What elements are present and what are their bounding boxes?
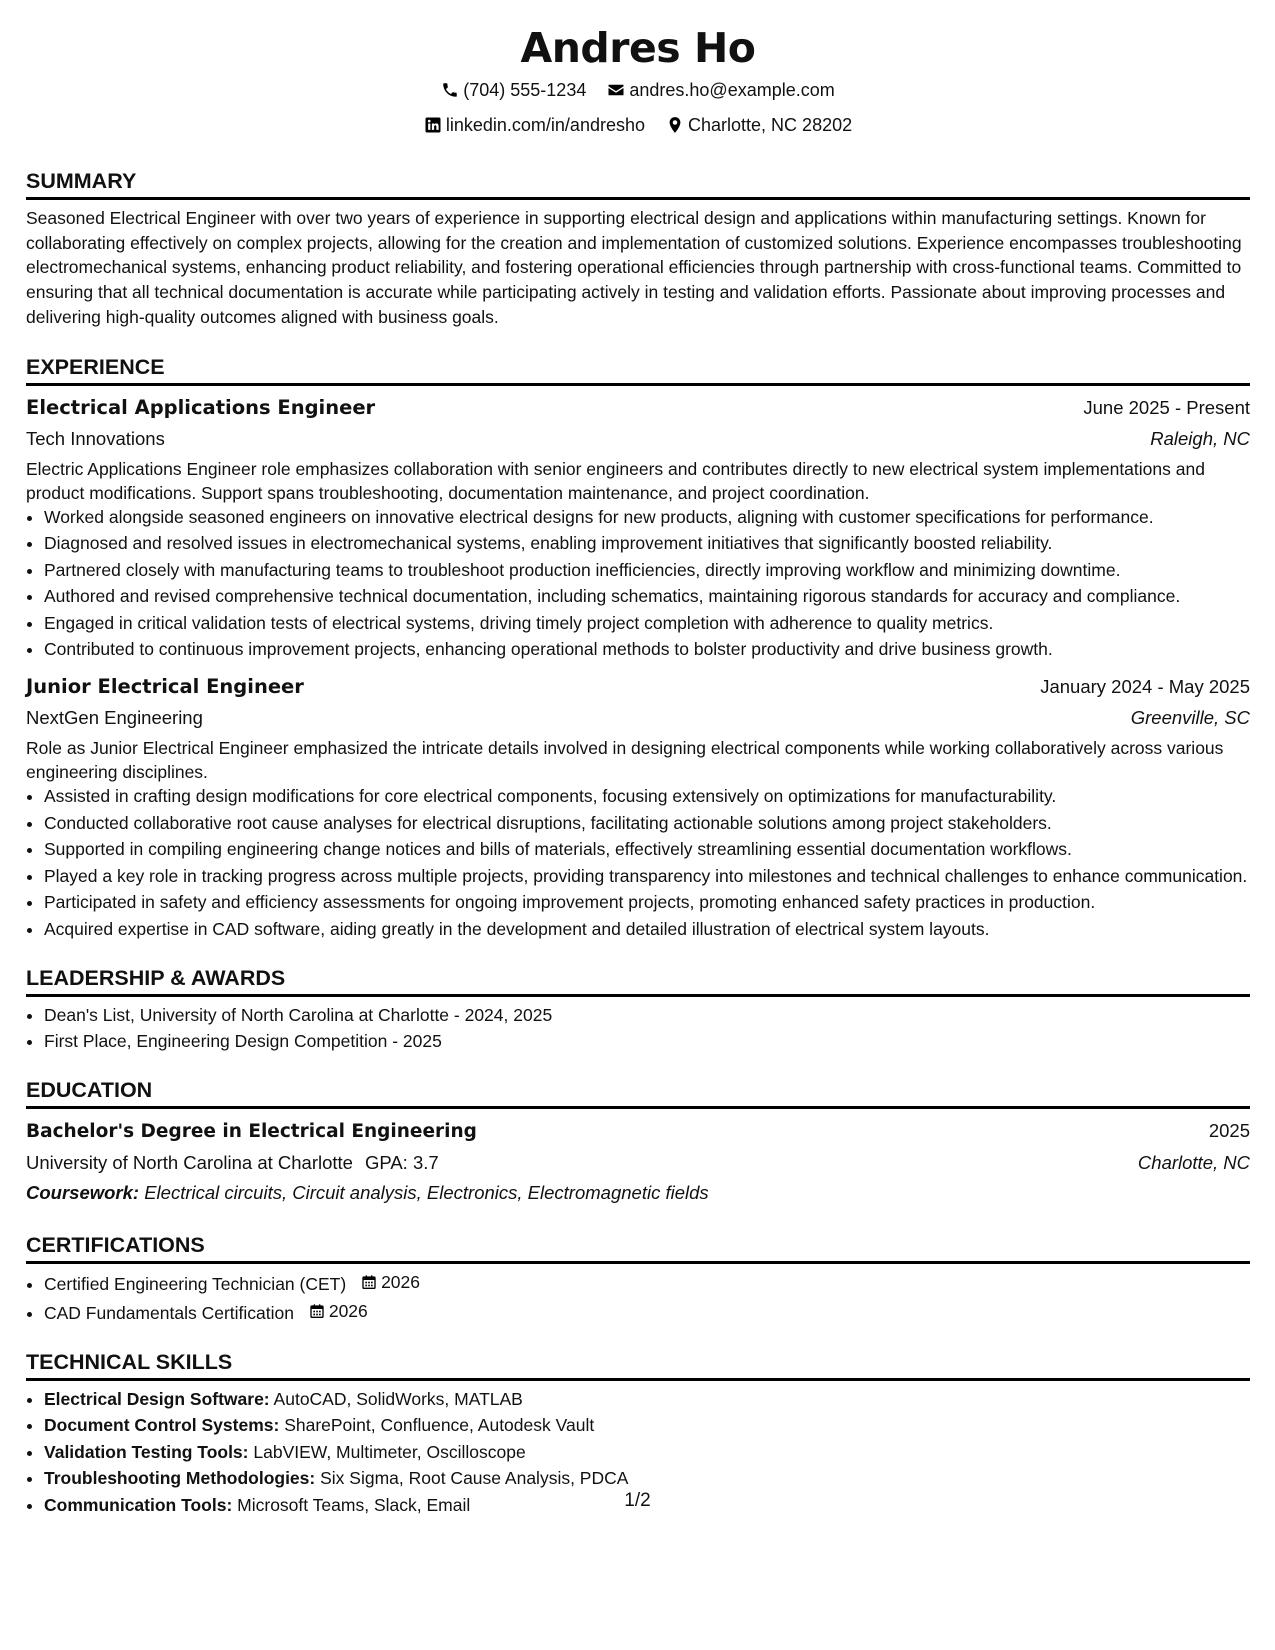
job-bullet: • Supported in compiling engineering change notices and bills of materials, effectively streamlining essential documentation workflows. bbox=[44, 837, 1250, 861]
certification-item bbox=[44, 1299, 1250, 1325]
skill-item bbox=[44, 1466, 1250, 1490]
skill-values: SharePoint, Confluence, Autodesk Vault bbox=[284, 1415, 595, 1436]
candidate-name: Andres Ho bbox=[520, 24, 756, 72]
school-info bbox=[26, 1148, 439, 1178]
summary-text: Seasoned Electrical Engineer with over two years of experience in supporting electrical design and applications within manufacturing settings. Known for collaborating effectively on complex projects, allowing for the creation and implementation of customized solutions. Experience encompasses troubleshooting electromechanical systems, enhancing product reliability, and fostering operational efficiencies through partnership with cross-functional teams. Committed to ensuring that all technical documentation is accurate while participating actively in testing and validation efforts. Passionate about improving processes and delivering high-quality outcomes aligned with business goals. bbox=[26, 208, 1242, 327]
skill-category: Electrical Design Software: bbox=[44, 1388, 270, 1409]
job-bullet: • Engaged in critical validation tests of electrical systems, driving timely project completion with adherence to quality metrics. bbox=[44, 611, 1250, 635]
award-list bbox=[26, 1003, 1250, 1054]
section-title: EDUCATION bbox=[26, 1077, 1250, 1109]
job-dates: June 2025 - Present bbox=[1083, 396, 1250, 418]
job-entry bbox=[26, 392, 1250, 662]
coursework bbox=[26, 1178, 1250, 1208]
job-bullets bbox=[26, 505, 1250, 662]
section-title: SUMMARY bbox=[26, 168, 1250, 200]
skill-category: Document Control Systems: bbox=[44, 1415, 280, 1436]
graduation-year: 2025 bbox=[1208, 1120, 1250, 1142]
section-title: EXPERIENCE bbox=[26, 354, 1250, 386]
skill-category: Validation Testing Tools: bbox=[44, 1441, 249, 1462]
job-bullet: • Worked alongside seasoned engineers on innovative electrical designs for new products, aligning with customer specifications for performance. bbox=[44, 505, 1250, 529]
resume-header bbox=[26, 22, 1250, 144]
job-title: Electrical Applications Engineer bbox=[26, 395, 376, 419]
job-title: Junior Electrical Engineer bbox=[26, 675, 304, 699]
calendar-icon bbox=[309, 1303, 325, 1319]
email-text[interactable]: andres.ho@example.com bbox=[629, 80, 835, 100]
linkedin-icon bbox=[424, 116, 442, 134]
certification-name: Certified Engineering Technician (CET) bbox=[44, 1274, 347, 1295]
job-bullet: • Partnered closely with manufacturing teams to troubleshoot production inefficiencies, directly improving workflow and minimizing downtime. bbox=[44, 558, 1250, 582]
job-company-row bbox=[26, 702, 1250, 733]
education-section bbox=[26, 1077, 1250, 1208]
section-title: CERTIFICATIONS bbox=[26, 1232, 1250, 1264]
certification-year: 2026 bbox=[328, 1300, 368, 1321]
envelope-icon bbox=[607, 81, 625, 99]
job-description: Electric Applications Engineer role emphasizes collaboration with senior engineers and contributes directly to new electrical system implementations and product modifications. Support spans troubleshooting, documentation maintenance, and project coordination. bbox=[26, 458, 1205, 503]
certification-name: CAD Fundamentals Certification bbox=[44, 1302, 294, 1323]
job-bullet: • Participated in safety and efficiency assessments for ongoing improvement projects, promoting enhanced safety practices in production. bbox=[44, 890, 1250, 914]
job-bullet: • Conducted collaborative root cause analyses for electrical disruptions, facilitating actionable solutions among project stakeholders. bbox=[44, 811, 1250, 835]
job-company: Tech Innovations bbox=[26, 427, 165, 449]
job-bullet: • Contributed to continuous improvement projects, enhancing operational methods to bolster productivity and drive business growth. bbox=[44, 637, 1250, 661]
job-company: NextGen Engineering bbox=[26, 707, 203, 729]
contact-phone bbox=[441, 74, 586, 106]
skill-item bbox=[44, 1413, 1250, 1437]
job-company-row bbox=[26, 423, 1250, 454]
skill-values: Six Sigma, Root Cause Analysis, PDCA bbox=[320, 1468, 629, 1489]
gpa: GPA: 3.7 bbox=[364, 1152, 439, 1174]
award-item: • First Place, Engineering Design Competition - 2025 bbox=[44, 1029, 1250, 1053]
contact-line-1 bbox=[26, 74, 1250, 109]
certification-list bbox=[26, 1270, 1250, 1325]
phone-text: (704) 555-1234 bbox=[463, 80, 587, 100]
certifications-section bbox=[26, 1232, 1250, 1325]
page-number: 1/2 bbox=[624, 1490, 651, 1511]
certification-item bbox=[44, 1270, 1250, 1296]
skill-category: Troubleshooting Methodologies: bbox=[44, 1468, 316, 1489]
job-bullet: • Authored and revised comprehensive technical documentation, including schematics, maintaining rigorous standards for accuracy and compliance. bbox=[44, 584, 1250, 608]
contact-linkedin[interactable] bbox=[424, 109, 645, 141]
certification-date bbox=[309, 1299, 368, 1323]
job-description: Role as Junior Electrical Engineer emphasized the intricate details involved in designing electrical components while working collaboratively across various engineering disciplines. bbox=[26, 738, 1224, 783]
map-pin-icon bbox=[666, 116, 684, 134]
job-entry bbox=[26, 671, 1250, 941]
summary-section bbox=[26, 168, 1250, 330]
award-item: • Dean's List, University of North Carolina at Charlotte - 2024, 2025 bbox=[44, 1003, 1250, 1027]
job-header-row bbox=[26, 671, 1250, 702]
job-header-row bbox=[26, 392, 1250, 423]
contact-location bbox=[666, 109, 852, 141]
skill-values: LabVIEW, Multimeter, Oscilloscope bbox=[253, 1441, 526, 1462]
coursework-list: Electrical circuits, Circuit analysis, Electronics, Electromagnetic fields bbox=[144, 1182, 709, 1204]
skill-item bbox=[44, 1440, 1250, 1464]
job-bullet: • Diagnosed and resolved issues in electromechanical systems, enabling improvement initiatives that significantly boosted reliability. bbox=[44, 531, 1250, 555]
experience-section bbox=[26, 354, 1250, 941]
certification-year: 2026 bbox=[381, 1272, 420, 1293]
calendar-icon bbox=[361, 1274, 377, 1290]
leadership-section bbox=[26, 965, 1250, 1054]
location-text: Charlotte, NC 28202 bbox=[688, 115, 853, 135]
phone-icon bbox=[441, 81, 459, 99]
resume-page bbox=[26, 22, 1250, 1519]
section-title: LEADERSHIP & AWARDS bbox=[26, 965, 1250, 997]
job-bullets bbox=[26, 784, 1250, 941]
job-bullet: • Played a key role in tracking progress across multiple projects, providing transparency into milestones and technical challenges to enhance communication. bbox=[44, 864, 1250, 888]
job-dates: January 2024 - May 2025 bbox=[1040, 676, 1250, 698]
coursework-label: Coursework: bbox=[26, 1182, 140, 1204]
job-location: Raleigh, NC bbox=[1150, 427, 1250, 449]
school-name: University of North Carolina at Charlotte bbox=[26, 1152, 353, 1174]
skill-values: Microsoft Teams, Slack, Email bbox=[237, 1494, 471, 1515]
section-title: TECHNICAL SKILLS bbox=[26, 1349, 1250, 1381]
skill-values: AutoCAD, SolidWorks, MATLAB bbox=[273, 1388, 523, 1409]
job-bullet: • Assisted in crafting design modifications for core electrical components, focusing extensively on optimizations for manufacturability. bbox=[44, 784, 1250, 808]
linkedin-text[interactable]: linkedin.com/in/andresho bbox=[445, 115, 645, 135]
education-school-row bbox=[26, 1147, 1250, 1178]
school-location: Charlotte, NC bbox=[1137, 1152, 1250, 1174]
contact-email[interactable] bbox=[607, 74, 834, 106]
education-degree-row bbox=[26, 1115, 1250, 1147]
skill-category: Communication Tools: bbox=[44, 1494, 233, 1515]
certification-date bbox=[361, 1270, 420, 1294]
contact-line-2 bbox=[26, 109, 1250, 144]
job-bullet: • Acquired expertise in CAD software, aiding greatly in the development and detailed illustration of electrical system layouts. bbox=[44, 917, 1250, 941]
job-location: Greenville, SC bbox=[1130, 707, 1250, 729]
skill-item bbox=[44, 1387, 1250, 1411]
degree-name: Bachelor's Degree in Electrical Engineering bbox=[26, 1121, 477, 1143]
